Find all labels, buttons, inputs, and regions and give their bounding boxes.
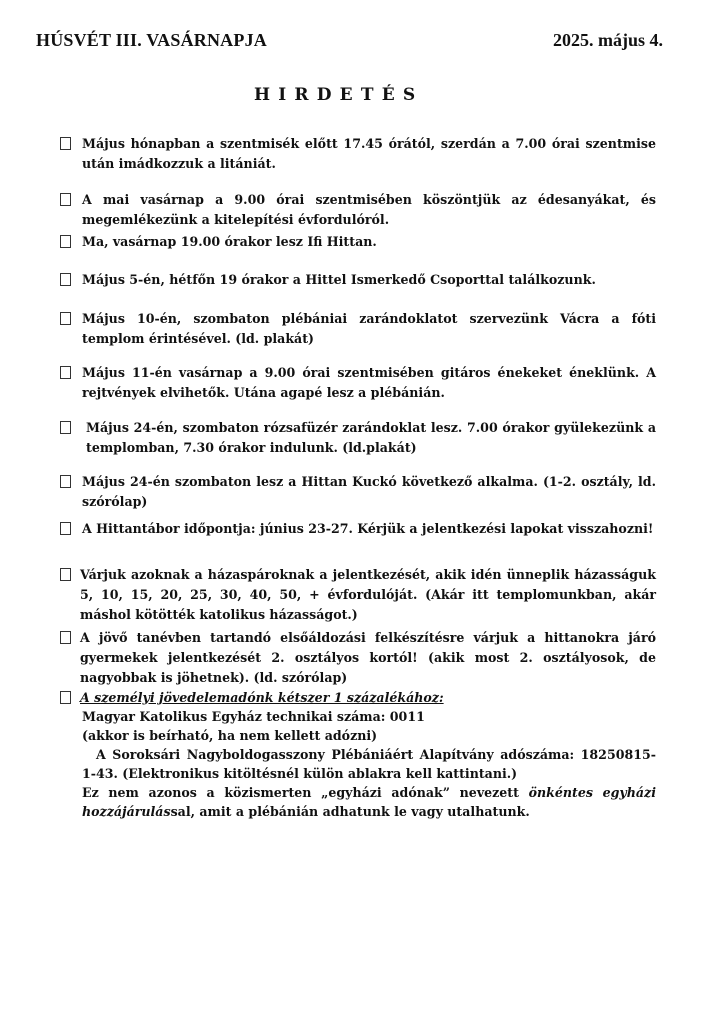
- announcement-text: A Hittantábor időpontja: június 23-27. Kérjük a jelentkezési lapokat visszahozni!: [82, 521, 654, 536]
- announcement-text: Ma, vasárnap 19.00 órakor lesz Ifi Hittan.: [82, 234, 377, 249]
- announcement-text: Május 24-én, szombaton rózsafüzér zarándoklat lesz. 7.00 órakor gyülekezünk a templomban, 7.30 órakor indulunk. (ld.plakát): [86, 420, 656, 455]
- announcement-text: Május 5-én, hétfőn 19 órakor a Hittel Ismerkedő Csoporttal találkozunk.: [82, 272, 596, 287]
- contribution-text-italic: önkéntes egyházi hozzájárulás: [82, 785, 656, 819]
- announcement-text: Május 11-én vasárnap a 9.00 órai szentmisében gitáros énekeket éneklünk. A rejtvények elvihetők. Utána agapé lesz a plébánián.: [82, 365, 656, 400]
- announcement-item: [60, 270, 656, 290]
- announcement-text: Május 24-én szombaton lesz a Hittan Kuckó következő alkalma. (1-2. osztály, ld. szórólap): [82, 474, 656, 509]
- bullet-icon: [60, 568, 71, 581]
- announcement-item: [60, 309, 656, 349]
- announcement-item: [60, 363, 656, 403]
- page-title: HIRDETÉS: [254, 85, 424, 105]
- tax-heading: A személyi jövedelemadónk kétszer 1 százalékához:: [80, 690, 444, 705]
- tax-donation-section: [60, 688, 656, 821]
- bullet-icon: [60, 273, 71, 286]
- bullet-icon: [60, 475, 71, 488]
- announcement-item: [60, 565, 656, 625]
- contribution-text-a: Ez nem azonos a közismerten „egyházi adónak” nevezett: [82, 785, 529, 800]
- bullet-icon: [60, 193, 71, 206]
- announcement-item: [60, 190, 656, 230]
- bullet-icon: [60, 137, 71, 150]
- announcement-item: [60, 134, 656, 174]
- announcement-item: [60, 232, 656, 252]
- announcement-text: Május hónapban a szentmisék előtt 17.45 órától, szerdán a 7.00 órai szentmise után imádkozzuk a litániát.: [82, 136, 656, 171]
- feast-title: HÚSVÉT III. VASÁRNAPJA: [36, 30, 267, 50]
- bullet-icon: [60, 691, 71, 704]
- bullet-icon: [60, 421, 71, 434]
- contribution-text-c: sal, amit a plébánián adhatunk le vagy utalhatunk.: [170, 804, 530, 819]
- announcement-item: [60, 519, 656, 539]
- church-tech-number: Magyar Katolikus Egyház technikai száma: 0011: [82, 709, 425, 724]
- announcement-text: A mai vasárnap a 9.00 órai szentmisében köszöntjük az édesanyákat, és megemlékezünk a kitelepítési évfordulóról.: [82, 192, 656, 227]
- announcement-text: A jövő tanévben tartandó elsőáldozási felkészítésre várjuk a hittanokra járó gyermekek jelentkezését 2. osztályos kortól! (akik most 2. osztályosok, de nagyobbak is jöhetnek). (ld. szórólap): [80, 630, 656, 685]
- bullet-icon: [60, 631, 71, 644]
- announcement-item: [60, 472, 656, 512]
- bullet-icon: [60, 312, 71, 325]
- announcement-text: Várjuk azoknak a házaspároknak a jelentkezését, akik idén ünneplik házasságuk 5, 10, 15, 20, 25, 30, 40, 50, + évfordulóját. (Akár itt templomunkban, akár máshol kötötték katolikus házasságot.): [80, 567, 656, 622]
- announcement-item: [60, 628, 656, 688]
- foundation-text: A Soroksári Nagyboldogasszony Plébániáért Alapítvány adószáma: 18250815-1-43. (Elektronikus kitöltésnél külön ablakra kell kattintani.): [82, 747, 656, 781]
- foundation-tax-number: [60, 745, 656, 783]
- voluntary-contribution-note: [60, 783, 656, 821]
- announcement-text: Május 10-én, szombaton plébániai zarándoklatot szervezünk Vácra a fóti templom érintésével. (ld. plakát): [82, 311, 656, 346]
- bullet-icon: [60, 366, 71, 379]
- announcement-item: [60, 418, 656, 458]
- bullet-icon: [60, 522, 71, 535]
- date-label: 2025. május 4.: [552, 30, 663, 50]
- bullet-icon: [60, 235, 71, 248]
- tax-note: (akkor is beírható, ha nem kellett adózni): [82, 728, 378, 743]
